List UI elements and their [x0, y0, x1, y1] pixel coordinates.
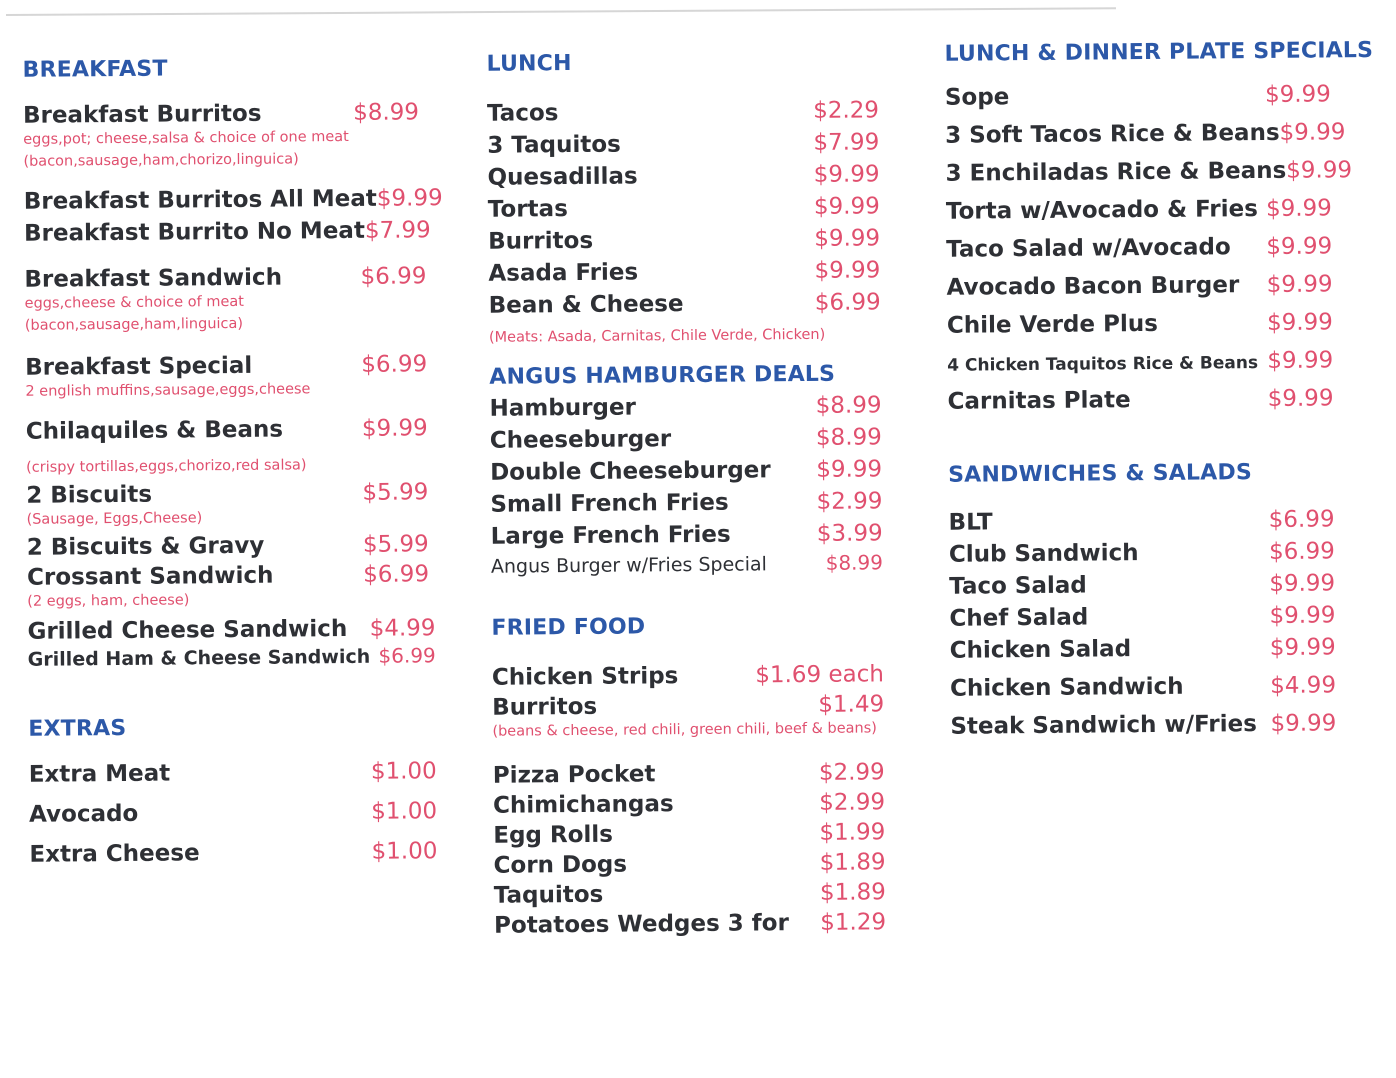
item-price: $2.29 [813, 97, 880, 124]
menu-item [493, 789, 903, 819]
item-price: $8.99 [353, 99, 420, 126]
item-name: Tortas [487, 196, 568, 223]
item-price: $6.99 [378, 643, 436, 668]
menu-item [24, 185, 444, 215]
item-name: Breakfast Burritos All Meat [23, 185, 377, 215]
menu-item [493, 849, 903, 879]
item-price: $1.00 [371, 798, 438, 825]
menu-item [946, 195, 1366, 225]
item-name: Angus Burger w/Fries Special [490, 553, 767, 578]
item-name: Grilled Ham & Cheese Sandwich [27, 645, 371, 671]
menu-item [24, 263, 445, 337]
menu-item [491, 520, 901, 550]
menu-item [28, 643, 448, 671]
item-price: $2.99 [818, 759, 885, 786]
item-price: $9.99 [1266, 233, 1333, 260]
menu-item [946, 271, 1366, 301]
menu-item [491, 550, 901, 578]
item-description: eggs,cheese & choice of meat [24, 293, 244, 312]
item-name: Chef Salad [949, 604, 1089, 632]
item-price: $6.99 [360, 263, 427, 290]
item-name: Tacos [486, 100, 559, 127]
item-name: Chimichangas [492, 791, 674, 819]
item-description: (Sausage, Eggs,Cheese) [26, 510, 203, 528]
item-price: $3.99 [816, 520, 883, 547]
item-price: $9.99 [1266, 309, 1333, 336]
menu-item [945, 157, 1365, 187]
menu-column-middle [486, 0, 903, 939]
item-name: Breakfast Special [25, 352, 253, 381]
item-name: Steak Sandwich w/Fries [950, 711, 1257, 740]
plate-specials-section [944, 38, 1374, 415]
item-name: Bean & Cheese [488, 291, 684, 319]
menu-item [946, 233, 1366, 263]
item-name: Extra Meat [28, 760, 171, 788]
item-price: $5.99 [362, 531, 429, 558]
item-description: eggs,pot; cheese,salsa & choice of one meat [23, 128, 349, 148]
extras-section [28, 713, 449, 868]
item-name: Grilled Cheese Sandwich [27, 615, 348, 645]
item-price: $9.99 [814, 257, 881, 284]
menu-item [26, 479, 446, 531]
menu-item [949, 538, 1369, 568]
item-price: $8.99 [825, 550, 884, 575]
menu-column-right [944, 0, 1374, 740]
item-price: $9.99 [813, 161, 880, 188]
item-name: Pizza Pocket [492, 761, 656, 789]
menu-item [492, 661, 902, 691]
item-price: $9.99 [361, 415, 428, 442]
item-name: 3 Taquitos [487, 131, 621, 159]
menu-item [493, 819, 903, 849]
item-name: Double Cheeseburger [490, 457, 771, 486]
item-name: Hamburger [489, 394, 637, 422]
menu-item [490, 424, 900, 454]
item-name: Large French Fries [490, 521, 731, 550]
breakfast-section [23, 54, 448, 671]
menu-item [948, 506, 1368, 536]
menu-item [490, 456, 900, 486]
item-price: $1.49 [818, 691, 885, 718]
item-name: Burritos [488, 227, 594, 255]
item-name: Extra Cheese [29, 840, 200, 868]
menu-item [488, 193, 898, 223]
item-price: $1.99 [819, 819, 886, 846]
fried-food-section [491, 612, 904, 939]
item-price: $9.99 [1267, 347, 1334, 374]
item-price: $6.99 [814, 289, 881, 316]
item-name: Cheeseburger [489, 426, 672, 454]
menu-item [26, 415, 447, 479]
item-name: Small French Fries [490, 489, 729, 518]
menu-item [947, 309, 1367, 339]
lunch-section [486, 48, 899, 349]
item-price: $2.99 [816, 488, 883, 515]
item-price: $7.99 [364, 217, 431, 244]
menu-item [489, 392, 899, 422]
item-name: Breakfast Sandwich [24, 264, 283, 293]
item-name: 3 Soft Tacos Rice & Beans [945, 119, 1280, 149]
menu-item [487, 161, 897, 191]
breakfast-title: BREAKFAST [22, 56, 168, 83]
item-price: $9.99 [1269, 602, 1336, 629]
item-price: $4.99 [1270, 672, 1337, 699]
item-name: 2 Biscuits [26, 481, 153, 509]
sandwiches-salads-section [948, 459, 1370, 740]
menu-item [950, 710, 1370, 740]
item-price: $6.99 [1268, 506, 1335, 533]
item-description: (crispy tortillas,eggs,chorizo,red salsa) [26, 457, 307, 476]
item-name: Corn Dogs [493, 851, 628, 879]
item-description: (2 eggs, ham, cheese) [27, 592, 190, 610]
item-name: Burritos [492, 693, 598, 721]
fried-food-title: FRIED FOOD [491, 614, 646, 641]
angus-title: ANGUS HAMBURGER DEALS [489, 361, 836, 390]
item-price: $9.99 [376, 185, 443, 212]
item-price: $9.99 [1270, 710, 1337, 737]
menu-item [25, 351, 445, 403]
item-price: $1.89 [819, 879, 886, 906]
item-price: $9.99 [814, 225, 881, 252]
menu-item [493, 759, 903, 789]
item-price: $9.99 [1265, 195, 1332, 222]
item-description: 2 english muffins,sausage,eggs,cheese [25, 381, 311, 400]
item-name: Asada Fries [488, 259, 639, 287]
menu-item [488, 257, 898, 287]
item-price: $1.00 [371, 838, 438, 865]
item-name: Breakfast Burritos [22, 100, 262, 129]
menu-item [945, 119, 1365, 149]
item-price: $9.99 [1279, 119, 1346, 146]
item-price: $2.99 [819, 789, 886, 816]
lunch-title: LUNCH [486, 51, 572, 77]
item-price: $6.99 [363, 561, 430, 588]
item-price: $6.99 [1268, 538, 1335, 565]
menu-item [947, 347, 1367, 377]
extras-title: EXTRAS [28, 715, 127, 742]
item-price: $9.99 [813, 193, 880, 220]
item-price: $1.89 [819, 849, 886, 876]
item-price: $9.99 [816, 456, 883, 483]
item-name: Avocado Bacon Burger [946, 272, 1240, 301]
menu-item [487, 97, 897, 127]
item-price: $8.99 [815, 392, 882, 419]
menu-item [945, 81, 1365, 111]
menu-item [23, 99, 444, 173]
menu-item [24, 217, 444, 247]
item-name: 2 Biscuits & Gravy [26, 532, 265, 561]
menu-item [29, 798, 449, 828]
menu-item [29, 838, 449, 868]
menu-item [29, 758, 449, 788]
item-price: $9.99 [1267, 385, 1334, 412]
item-name: Quesadillas [487, 163, 638, 191]
menu-item [489, 289, 899, 319]
item-name: Chicken Salad [949, 636, 1132, 664]
item-name: Egg Rolls [493, 821, 614, 849]
item-price: $9.99 [1269, 634, 1336, 661]
item-name: Club Sandwich [948, 540, 1139, 568]
item-price: $8.99 [815, 424, 882, 451]
item-name: Chicken Sandwich [949, 673, 1184, 702]
item-name: 3 Enchiladas Rice & Beans [945, 157, 1287, 187]
menu-item [27, 561, 447, 613]
item-name: Carnitas Plate [947, 387, 1131, 415]
menu-item [950, 634, 1370, 664]
menu-item [490, 488, 900, 518]
item-price: $9.99 [1264, 81, 1331, 108]
menu-item [27, 531, 447, 561]
lunch-meats-note: (Meats: Asada, Carnitas, Chile Verde, Chicken) [488, 326, 826, 346]
menu-item [947, 385, 1367, 415]
menu-item [949, 570, 1369, 600]
item-name: Taco Salad w/Avocado [946, 234, 1231, 263]
item-price: $6.99 [361, 351, 428, 378]
menu-item [27, 615, 447, 645]
menu-item [949, 602, 1369, 632]
item-price: $1.29 [820, 909, 887, 936]
item-name: Potatoes Wedges 3 for [493, 910, 790, 939]
menu-item [492, 691, 902, 743]
plate-specials-title: LUNCH & DINNER PLATE SPECIALS [944, 38, 1374, 67]
menu-item [488, 225, 898, 255]
item-description: (bacon,sausage,ham,linguica) [24, 315, 244, 334]
item-name: Chilaquiles & Beans [25, 416, 284, 445]
item-price: $9.99 [1286, 157, 1353, 184]
item-name: Chile Verde Plus [946, 310, 1158, 339]
item-description: (bacon,sausage,ham,chorizo,linguica) [23, 151, 299, 170]
item-name: Chicken Strips [491, 663, 679, 691]
item-price: $7.99 [813, 129, 880, 156]
item-name: Avocado [28, 800, 139, 828]
item-price: $9.99 [1266, 271, 1333, 298]
angus-section [489, 361, 901, 578]
item-price: $4.99 [369, 615, 436, 642]
menu-item [494, 879, 904, 909]
menu-item [950, 672, 1370, 702]
item-price: $1.00 [370, 758, 437, 785]
item-name: Crossant Sandwich [26, 562, 274, 591]
item-name: Sope [944, 84, 1010, 111]
menu-item [494, 909, 904, 939]
item-price: $1.69 each [755, 661, 885, 689]
item-price: $9.99 [1269, 570, 1336, 597]
item-name: Breakfast Burrito No Meat [23, 217, 366, 247]
sandwiches-salads-title: SANDWICHES & SALADS [948, 460, 1253, 488]
item-name: BLT [948, 509, 993, 536]
item-description: (beans & cheese, red chili, green chili, beef & beans) [492, 720, 877, 740]
item-name: Taco Salad [949, 572, 1087, 600]
item-name: Torta w/Avocado & Fries [945, 196, 1258, 225]
item-name: 4 Chicken Taquitos Rice & Beans [947, 353, 1259, 376]
item-price: $5.99 [362, 479, 429, 506]
menu-column-left [22, 0, 449, 868]
item-name: Taquitos [493, 881, 604, 909]
menu-item [487, 129, 897, 159]
